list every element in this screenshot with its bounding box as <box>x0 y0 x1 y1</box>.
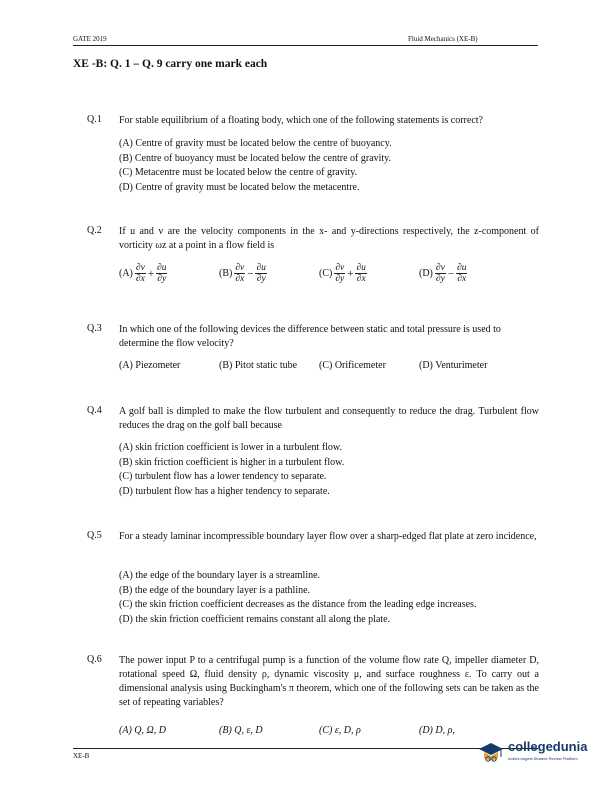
option-b[interactable]: (B) Centre of buoyancy must be located below the centre of gravity. <box>119 152 392 164</box>
question-number: Q.6 <box>87 654 102 665</box>
option-c[interactable]: (C) ε, D, ρ <box>319 725 361 736</box>
option-b[interactable]: (B) Pitot static tube <box>219 360 298 371</box>
option-list <box>119 137 539 195</box>
footer-divider <box>73 748 538 749</box>
option-a[interactable]: (A) Q, Ω, D <box>119 725 166 736</box>
option-a[interactable]: (A) Piezometer <box>119 360 181 371</box>
option-d[interactable]: (D) Venturimeter <box>419 360 488 371</box>
header-paper-name: Fluid Mechanics (XE-B) <box>408 35 478 43</box>
option-d[interactable]: (D) D, ρ, <box>419 725 455 736</box>
question-number: Q.4 <box>87 405 102 416</box>
collegedunia-logo <box>478 739 598 779</box>
header-exam-name: GATE 2019 <box>73 35 107 43</box>
question-text: For a steady laminar incompressible boundary layer flow over a sharp-edged flat plate at zero incidence, <box>119 531 537 542</box>
question-text: If u and v are the velocity components in the x- and y-directions respectively, the z-component of vorticity ωz at a point in a flow field is <box>119 226 539 251</box>
option-a[interactable]: (A) skin friction coefficient is lower in a turbulent flow. <box>119 442 342 453</box>
option-d[interactable]: (D) $\frac{\partial v}{\partial y}$ − $\frac{\partial u}{\partial x}$ <box>419 263 467 284</box>
option-list <box>119 359 539 373</box>
option-list <box>119 441 539 499</box>
question-number: Q.3 <box>87 323 102 334</box>
header-divider <box>73 45 538 46</box>
question-number: Q.5 <box>87 530 102 541</box>
option-c[interactable]: (C) the skin friction coefficient decreases as the distance from the leading edge increases. <box>119 599 477 610</box>
question-text: A golf ball is dimpled to make the flow turbulent and consequently to reduce the drag. Turbulent flow reduces the drag on the golf ball because <box>119 406 539 431</box>
graduation-cap-icon <box>478 741 504 767</box>
option-a[interactable]: (A) $\frac{\partial v}{\partial x}$ + $\frac{\partial u}{\partial y}$ <box>119 263 167 284</box>
option-list <box>119 724 539 738</box>
option-list <box>119 263 539 285</box>
logo-brand: collegedunia <box>508 739 588 754</box>
option-list <box>119 569 539 627</box>
logo-tagline: India's largest Student Review Platform <box>508 756 578 761</box>
option-c[interactable]: (C) $\frac{\partial v}{\partial y}$ + $\frac{\partial u}{\partial x}$ <box>319 263 366 284</box>
section-title: XE -B: Q. 1 – Q. 9 carry one mark each <box>73 58 268 70</box>
question-text: The power input P to a centrifugal pump is a function of the volume flow rate Q, impeller diameter D, rotational speed Ω, fluid density ρ, dynamic viscosity μ, and surface roughness ε. To carry out a dimensional analysis using Buckingham's π theorem, which one of the following sets can be taken as the set of repeating variables? <box>119 655 539 708</box>
option-d[interactable]: (D) the skin friction coefficient remains constant all along the plate. <box>119 613 391 625</box>
option-b[interactable]: (B) Q, ε, D <box>219 725 263 736</box>
question-text: For stable equilibrium of a floating body, which one of the following statements is correct? <box>119 115 483 126</box>
footer-code: XE-B <box>73 752 90 760</box>
option-a[interactable]: (A) Centre of gravity must be located below the centre of buoyancy. <box>119 138 392 149</box>
option-b[interactable]: (B) $\frac{\partial v}{\partial x}$ − $\frac{\partial u}{\partial y}$ <box>219 263 266 284</box>
question-text: In which one of the following devices the difference between static and total pressure is used to determine the flow velocity? <box>119 324 501 349</box>
option-b[interactable]: (B) the edge of the boundary layer is a pathline. <box>119 584 311 596</box>
option-d[interactable]: (D) turbulent flow has a higher tendency to separate. <box>119 485 330 497</box>
option-c[interactable]: (C) Metacentre must be located below the centre of gravity. <box>119 167 358 178</box>
option-a[interactable]: (A) the edge of the boundary layer is a streamline. <box>119 570 321 581</box>
option-d[interactable]: (D) Centre of gravity must be located below the metacentre. <box>119 181 360 193</box>
option-c[interactable]: (C) Orificemeter <box>319 360 386 371</box>
option-b[interactable]: (B) skin friction coefficient is higher in a turbulent flow. <box>119 456 345 468</box>
option-c[interactable]: (C) turbulent flow has a lower tendency to separate. <box>119 471 327 482</box>
question-number: Q.1 <box>87 114 102 125</box>
question-number: Q.2 <box>87 225 102 236</box>
